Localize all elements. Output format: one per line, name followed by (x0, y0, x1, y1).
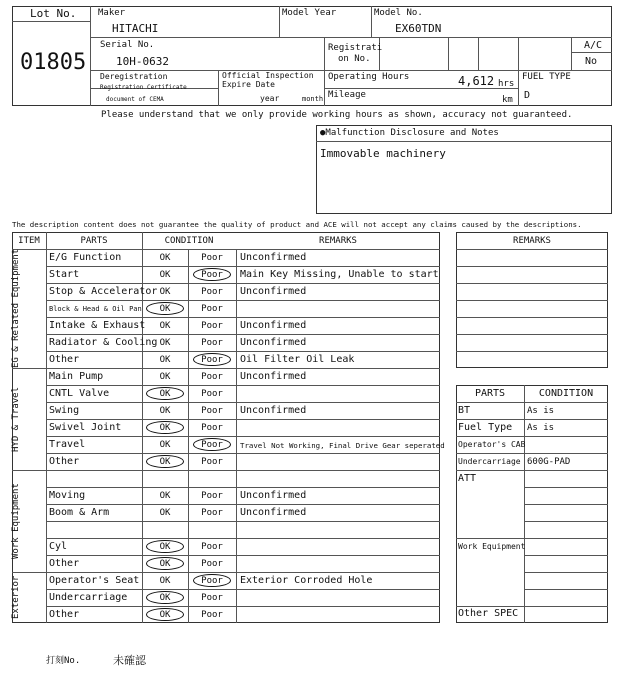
model-no-label: Model No. (374, 8, 423, 18)
poor-option: Poor (201, 321, 223, 331)
ok-option: OK (159, 610, 171, 620)
table-row (46, 555, 440, 572)
poor-option: Poor (201, 440, 223, 450)
part-name: Stop & Accelerator (49, 286, 158, 297)
poor-option: Poor (201, 287, 223, 297)
poor-option: Poor (201, 423, 223, 433)
spec-condition: 600G-PAD (527, 457, 571, 467)
remarks-header: REMARKS (319, 236, 357, 246)
poor-option: Poor (201, 491, 223, 501)
ok-option: OK (159, 457, 171, 467)
selected-ok-circle (146, 540, 184, 553)
ac-label: A/C (584, 40, 603, 51)
poor-option: Poor (201, 372, 223, 382)
part-name: Block & Head & Oil Pan (49, 305, 142, 313)
ok-option: OK (159, 355, 171, 365)
poor-option: Poor (201, 304, 223, 314)
part-name: Undercarriage (49, 592, 128, 603)
table-row (46, 470, 440, 487)
remark-text: Unconfirmed (240, 286, 307, 297)
part-name: Cyl (49, 541, 68, 552)
part-name: Start (49, 269, 80, 280)
selected-ok-circle (146, 421, 184, 434)
remark-text: Unconfirmed (240, 371, 307, 382)
registration-label: Registrati (328, 43, 383, 53)
deregistration-label: Deregistration (100, 72, 168, 81)
poor-option: Poor (201, 610, 223, 620)
spec-condition: As is (527, 423, 555, 433)
stamp-label: 打刻No. (46, 656, 81, 666)
poor-option: Poor (201, 338, 223, 348)
header-block (12, 6, 612, 106)
group-label: EG & Related Equipment (11, 248, 21, 368)
part-name: Radiator & Cooling (49, 337, 158, 348)
remark-text: Exterior Corroded Hole (240, 575, 373, 586)
part-name: Other (49, 354, 80, 365)
part-name: Moving (49, 490, 86, 501)
remark-text: Travel Not Working, Final Drive Gear seperated (240, 441, 445, 450)
selected-ok-circle (146, 455, 184, 468)
fuel-type-label: FUEL TYPE (522, 72, 571, 82)
part-name: Intake & Exhaust (49, 320, 146, 331)
serial-no-value: 10H-0632 (116, 55, 169, 68)
ok-option: OK (159, 576, 171, 586)
month-label: month (302, 95, 324, 103)
ok-option: OK (159, 593, 171, 603)
right-parts-header: PARTS (474, 388, 506, 399)
part-name: CNTL Valve (49, 388, 110, 399)
malfunction-box (316, 125, 612, 214)
selected-poor-circle (193, 574, 231, 587)
spec-condition: As is (527, 406, 555, 416)
stamp-value: 未確認 (113, 654, 146, 667)
malfunction-text: Immovable machinery (320, 147, 446, 160)
right-condition-header: CONDITION (538, 388, 594, 399)
poor-option: Poor (201, 253, 223, 263)
att-label: ATT (458, 473, 477, 484)
inspection-label: Official Inspection (222, 71, 314, 80)
ok-option: OK (159, 440, 171, 450)
selected-ok-circle (146, 591, 184, 604)
part-name: Boom & Arm (49, 507, 110, 518)
lot-number: 01805 (20, 50, 87, 75)
model-no-value: EX60TDN (395, 22, 442, 35)
remark-text: Unconfirmed (240, 337, 307, 348)
ok-option: OK (159, 559, 171, 569)
ok-option: OK (159, 491, 171, 501)
poor-option: Poor (201, 270, 223, 280)
table-row (46, 606, 440, 623)
model-year-label: Model Year (282, 8, 337, 18)
fuel-type-value: D (524, 90, 531, 101)
selected-ok-circle (146, 302, 184, 315)
other-spec-label: Other SPEC (458, 608, 519, 619)
maker-value: HITACHI (112, 22, 159, 35)
ok-option: OK (159, 304, 171, 314)
remark-text: Unconfirmed (240, 405, 307, 416)
table-row (46, 453, 440, 470)
ac-value: No (585, 56, 598, 67)
spec-part: Fuel Type (458, 422, 513, 433)
remark-text: Unconfirmed (240, 490, 307, 501)
selected-poor-circle (193, 268, 231, 281)
right-remarks-header: REMARKS (513, 236, 551, 246)
ok-option: OK (159, 287, 171, 297)
spec-part: BT (458, 405, 471, 416)
remark-text: Oil Filter Oil Leak (240, 354, 355, 365)
year-label: year (260, 94, 280, 103)
km-unit: km (502, 95, 513, 105)
spec-part: Operator's CAB (458, 440, 526, 449)
remark-text: Main Key Missing, Unable to start (240, 269, 439, 280)
remark-text: Unconfirmed (240, 507, 307, 518)
group-label: Exterior (11, 575, 21, 620)
hrs-unit: hrs (498, 79, 515, 89)
condition-header: CONDITION (164, 236, 214, 246)
part-name: Other (49, 609, 80, 620)
item-header: ITEM (18, 236, 40, 246)
work-equipment-label: Work Equipment (458, 542, 526, 551)
selected-ok-circle (146, 557, 184, 570)
parts-header: PARTS (80, 236, 108, 246)
ok-option: OK (159, 542, 171, 552)
part-name: Travel (49, 439, 86, 450)
part-name: E/G Function (49, 252, 122, 263)
remark-text: Unconfirmed (240, 252, 307, 263)
poor-option: Poor (201, 559, 223, 569)
spec-part: Undercarriage (458, 457, 521, 466)
disclaimer: The description content does not guarantee the quality of product and ACE will not accept any claims caused by the descriptions. (12, 220, 582, 229)
serial-no-label: Serial No. (100, 40, 155, 50)
maker-label: Maker (98, 8, 126, 18)
registration-label-2: on No. (338, 54, 371, 64)
ok-option: OK (159, 270, 171, 280)
ok-option: OK (159, 372, 171, 382)
poor-option: Poor (201, 542, 223, 552)
selected-poor-circle (193, 353, 231, 366)
inspection-label-2: Expire Date (222, 80, 275, 89)
malfunction-title: ●Malfunction Disclosure and Notes (320, 128, 499, 138)
part-name: Other (49, 456, 80, 467)
poor-option: Poor (201, 576, 223, 586)
table-row (46, 538, 440, 555)
ok-option: OK (159, 389, 171, 399)
part-name: Operator's Seat (49, 575, 140, 586)
hours-notice: Please understand that we only provide working hours as shown, accuracy not guaranteed. (101, 110, 573, 120)
part-name: Swing (49, 405, 80, 416)
operating-hours-label: Operating Hours (328, 72, 410, 82)
mileage-label: Mileage (328, 90, 366, 100)
part-name: Swivel Joint (49, 422, 122, 433)
part-name: Main Pump (49, 371, 104, 382)
operating-hours-value: 4,612 (458, 74, 495, 88)
document-label: document of CEMA (106, 96, 164, 103)
lot-no-label: Lot No. (30, 7, 77, 20)
poor-option: Poor (201, 355, 223, 365)
poor-option: Poor (201, 457, 223, 467)
remark-text: Unconfirmed (240, 320, 307, 331)
poor-option: Poor (201, 406, 223, 416)
table-row (46, 521, 440, 538)
part-name: Other (49, 558, 80, 569)
ok-option: OK (159, 406, 171, 416)
selected-ok-circle (146, 608, 184, 621)
ok-option: OK (159, 508, 171, 518)
registration-certificate-label: Registration Certificate (100, 84, 187, 91)
group-label: HYD & Travel (11, 386, 21, 452)
poor-option: Poor (201, 389, 223, 399)
selected-ok-circle (146, 387, 184, 400)
ok-option: OK (159, 321, 171, 331)
poor-option: Poor (201, 593, 223, 603)
poor-option: Poor (201, 508, 223, 518)
ok-option: OK (159, 423, 171, 433)
ok-option: OK (159, 253, 171, 263)
selected-poor-circle (193, 438, 231, 451)
group-label: Work Equipment (11, 483, 21, 559)
ok-option: OK (159, 338, 171, 348)
